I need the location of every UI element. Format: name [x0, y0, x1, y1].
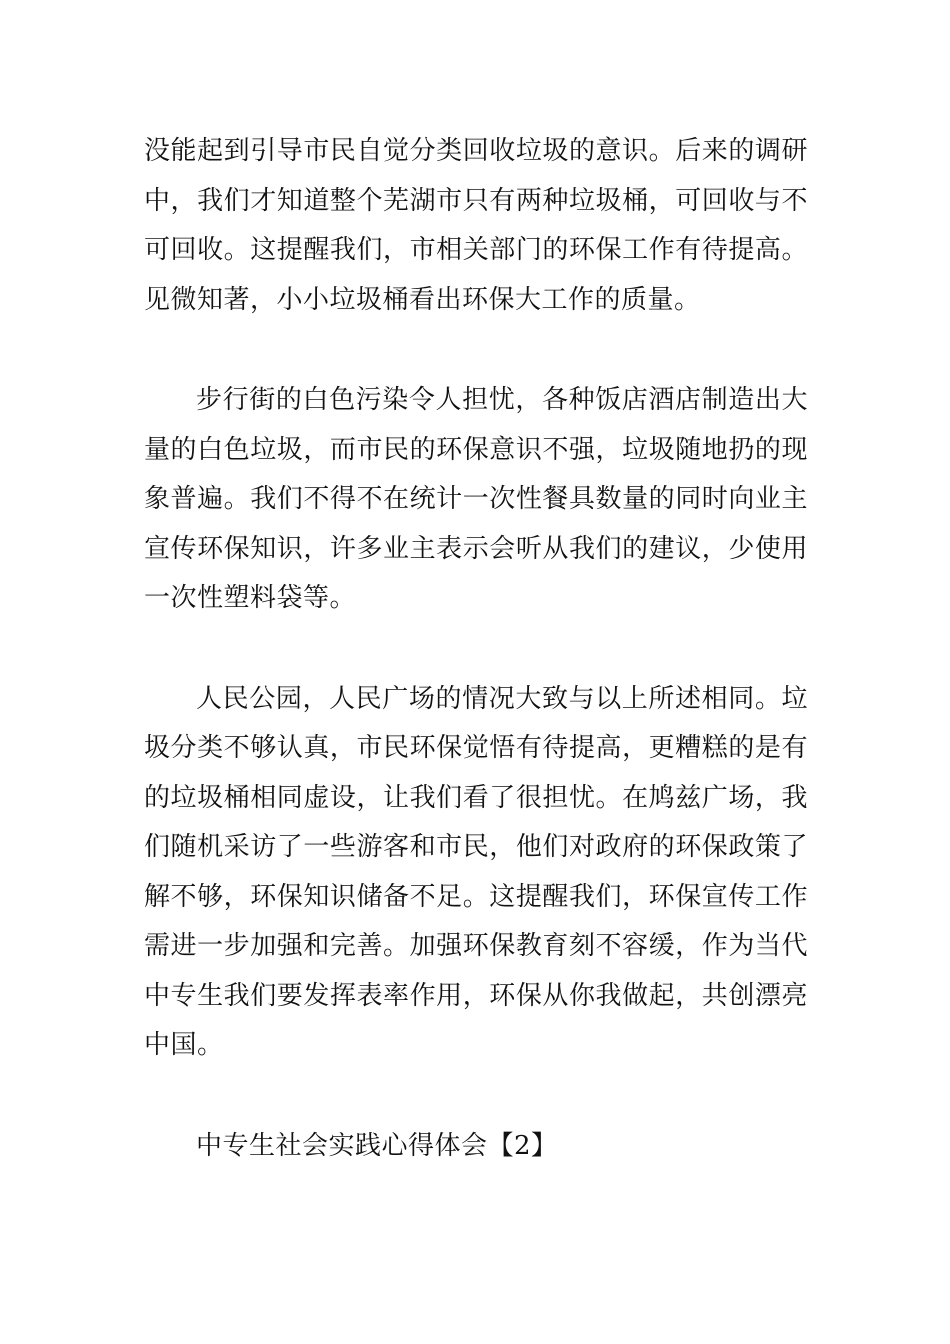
paragraph-gap [144, 1071, 808, 1122]
section-heading: 中专生社会实践心得体会【2】 [196, 1130, 558, 1161]
paragraph-1: 没能起到引导市民自觉分类回收垃圾的意识。后来的调研中，我们才知道整个芜湖市只有两种垃圾桶，可回收与不可回收。这提醒我们，市相关部门的环保工作有待提高。见微知著，小小垃圾桶看出环保大工作的质量。 [144, 136, 808, 315]
paragraph-gap [144, 624, 808, 675]
paragraph-2: 步行街的白色污染令人担忧，各种饭店酒店制造出大量的白色垃圾，而市民的环保意识不强，垃圾随地扔的现象普遍。我们不得不在统计一次性餐具数量的同时向业主宣传环保知识，许多业主表示会听从我们的建议，少使用一次性塑料袋等。 [144, 385, 808, 613]
paragraph-3: 人民公园，人民广场的情况大致与以上所述相同。垃圾分类不够认真，市民环保觉悟有待提高，更糟糕的是有的垃圾桶相同虚设，让我们看了很担忧。在鸠兹广场，我们随机采访了一些游客和市民，他们对政府的环保政策了解不够，环保知识储备不足。这提醒我们，环保宣传工作需进一步加强和完善。加强环保教育刻不容缓，作为当代中专生我们要发挥表率作用，环保从你我做起，共创漂亮中国。 [144, 683, 808, 1060]
paragraph-gap [144, 325, 808, 376]
document-page [144, 127, 808, 1171]
